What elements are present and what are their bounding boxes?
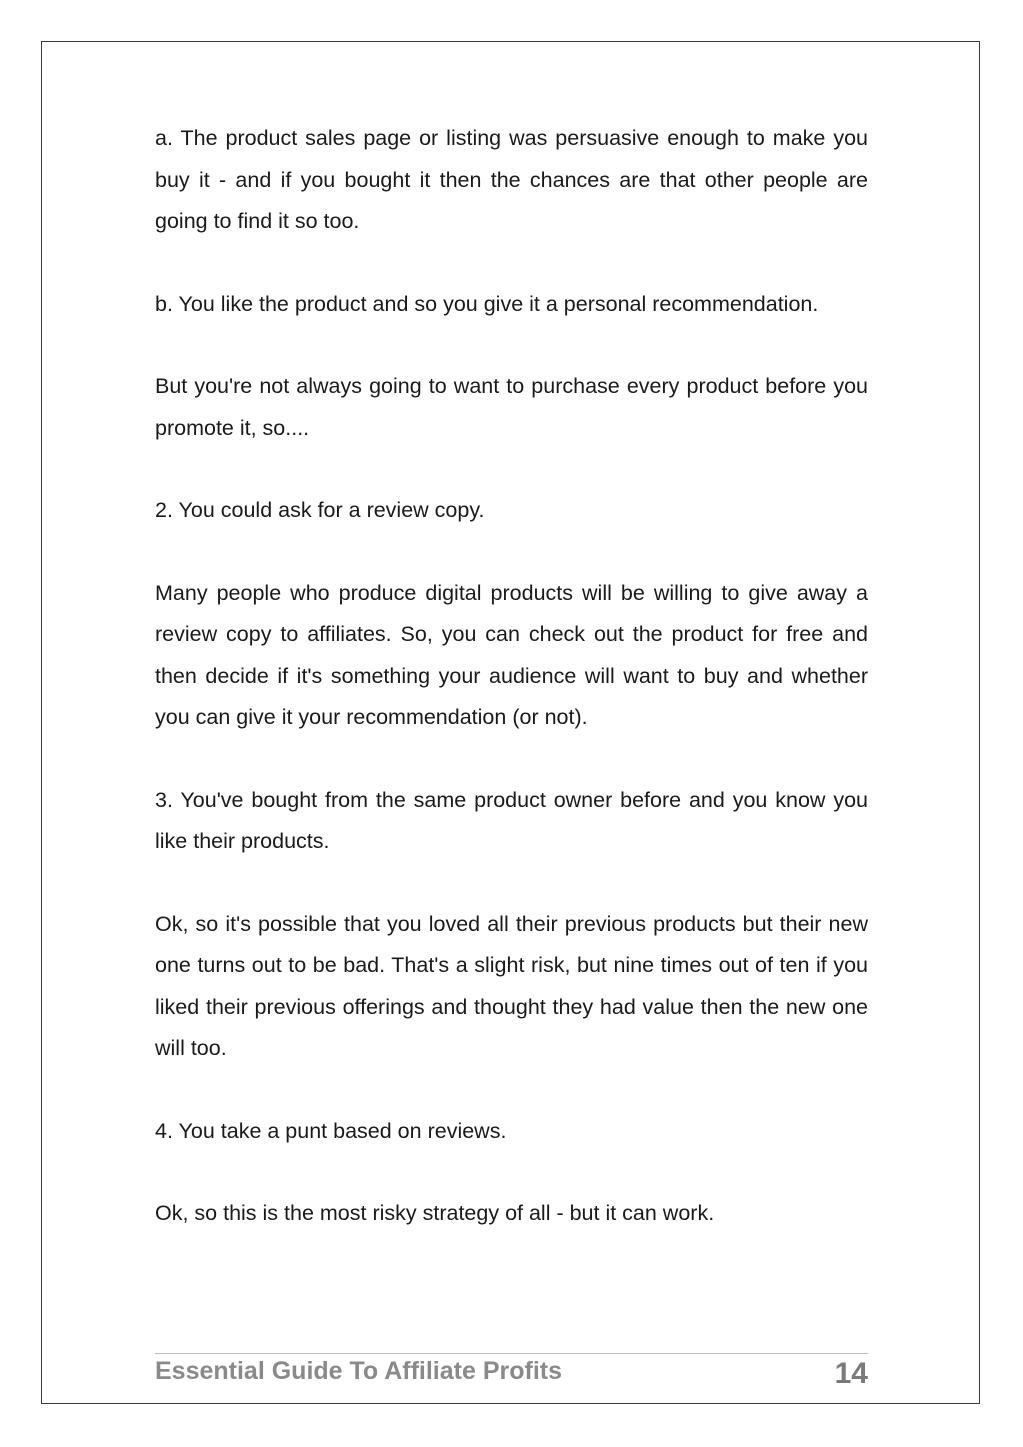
footer-title: Essential Guide To Affiliate Profits — [155, 1357, 563, 1385]
paragraph-point-b: b. You like the product and so you give it a personal recommendation. — [155, 291, 819, 316]
paragraph-point-a: a. The product sales page or listing was persuasive enough to make you buy it - and if you bought it then the chances are that other people are going to find it so too. — [155, 126, 868, 233]
paragraph-not-always-purchase: But you're not always going to want to purchase every product before you promote it, so.... — [155, 374, 868, 440]
paragraph-point-4: 4. You take a punt based on reviews. — [155, 1118, 507, 1143]
paragraph-slight-risk: Ok, so it's possible that you loved all their previous products but their new one turns out to be bad. That's a slight risk, but nine times out of ten if you liked their previous offerings and thought they had value then the new one will too. — [155, 911, 868, 1060]
paragraph-point-3: 3. You've bought from the same product owner before and you know you like their products. — [155, 787, 868, 853]
page-body — [155, 118, 868, 1276]
paragraph-review-copy: Many people who produce digital products will be willing to give away a review copy to affiliates. So, you can check out the product for free and then decide if it's something your audience will want to buy and whether you can give it your recommendation (or not). — [155, 580, 868, 729]
footer-divider — [155, 1353, 868, 1354]
paragraph-risky-strategy: Ok, so this is the most risky strategy of all - but it can work. — [155, 1201, 715, 1225]
page-number: 14 — [834, 1357, 868, 1390]
paragraph-point-2: 2. You could ask for a review copy. — [155, 498, 485, 522]
